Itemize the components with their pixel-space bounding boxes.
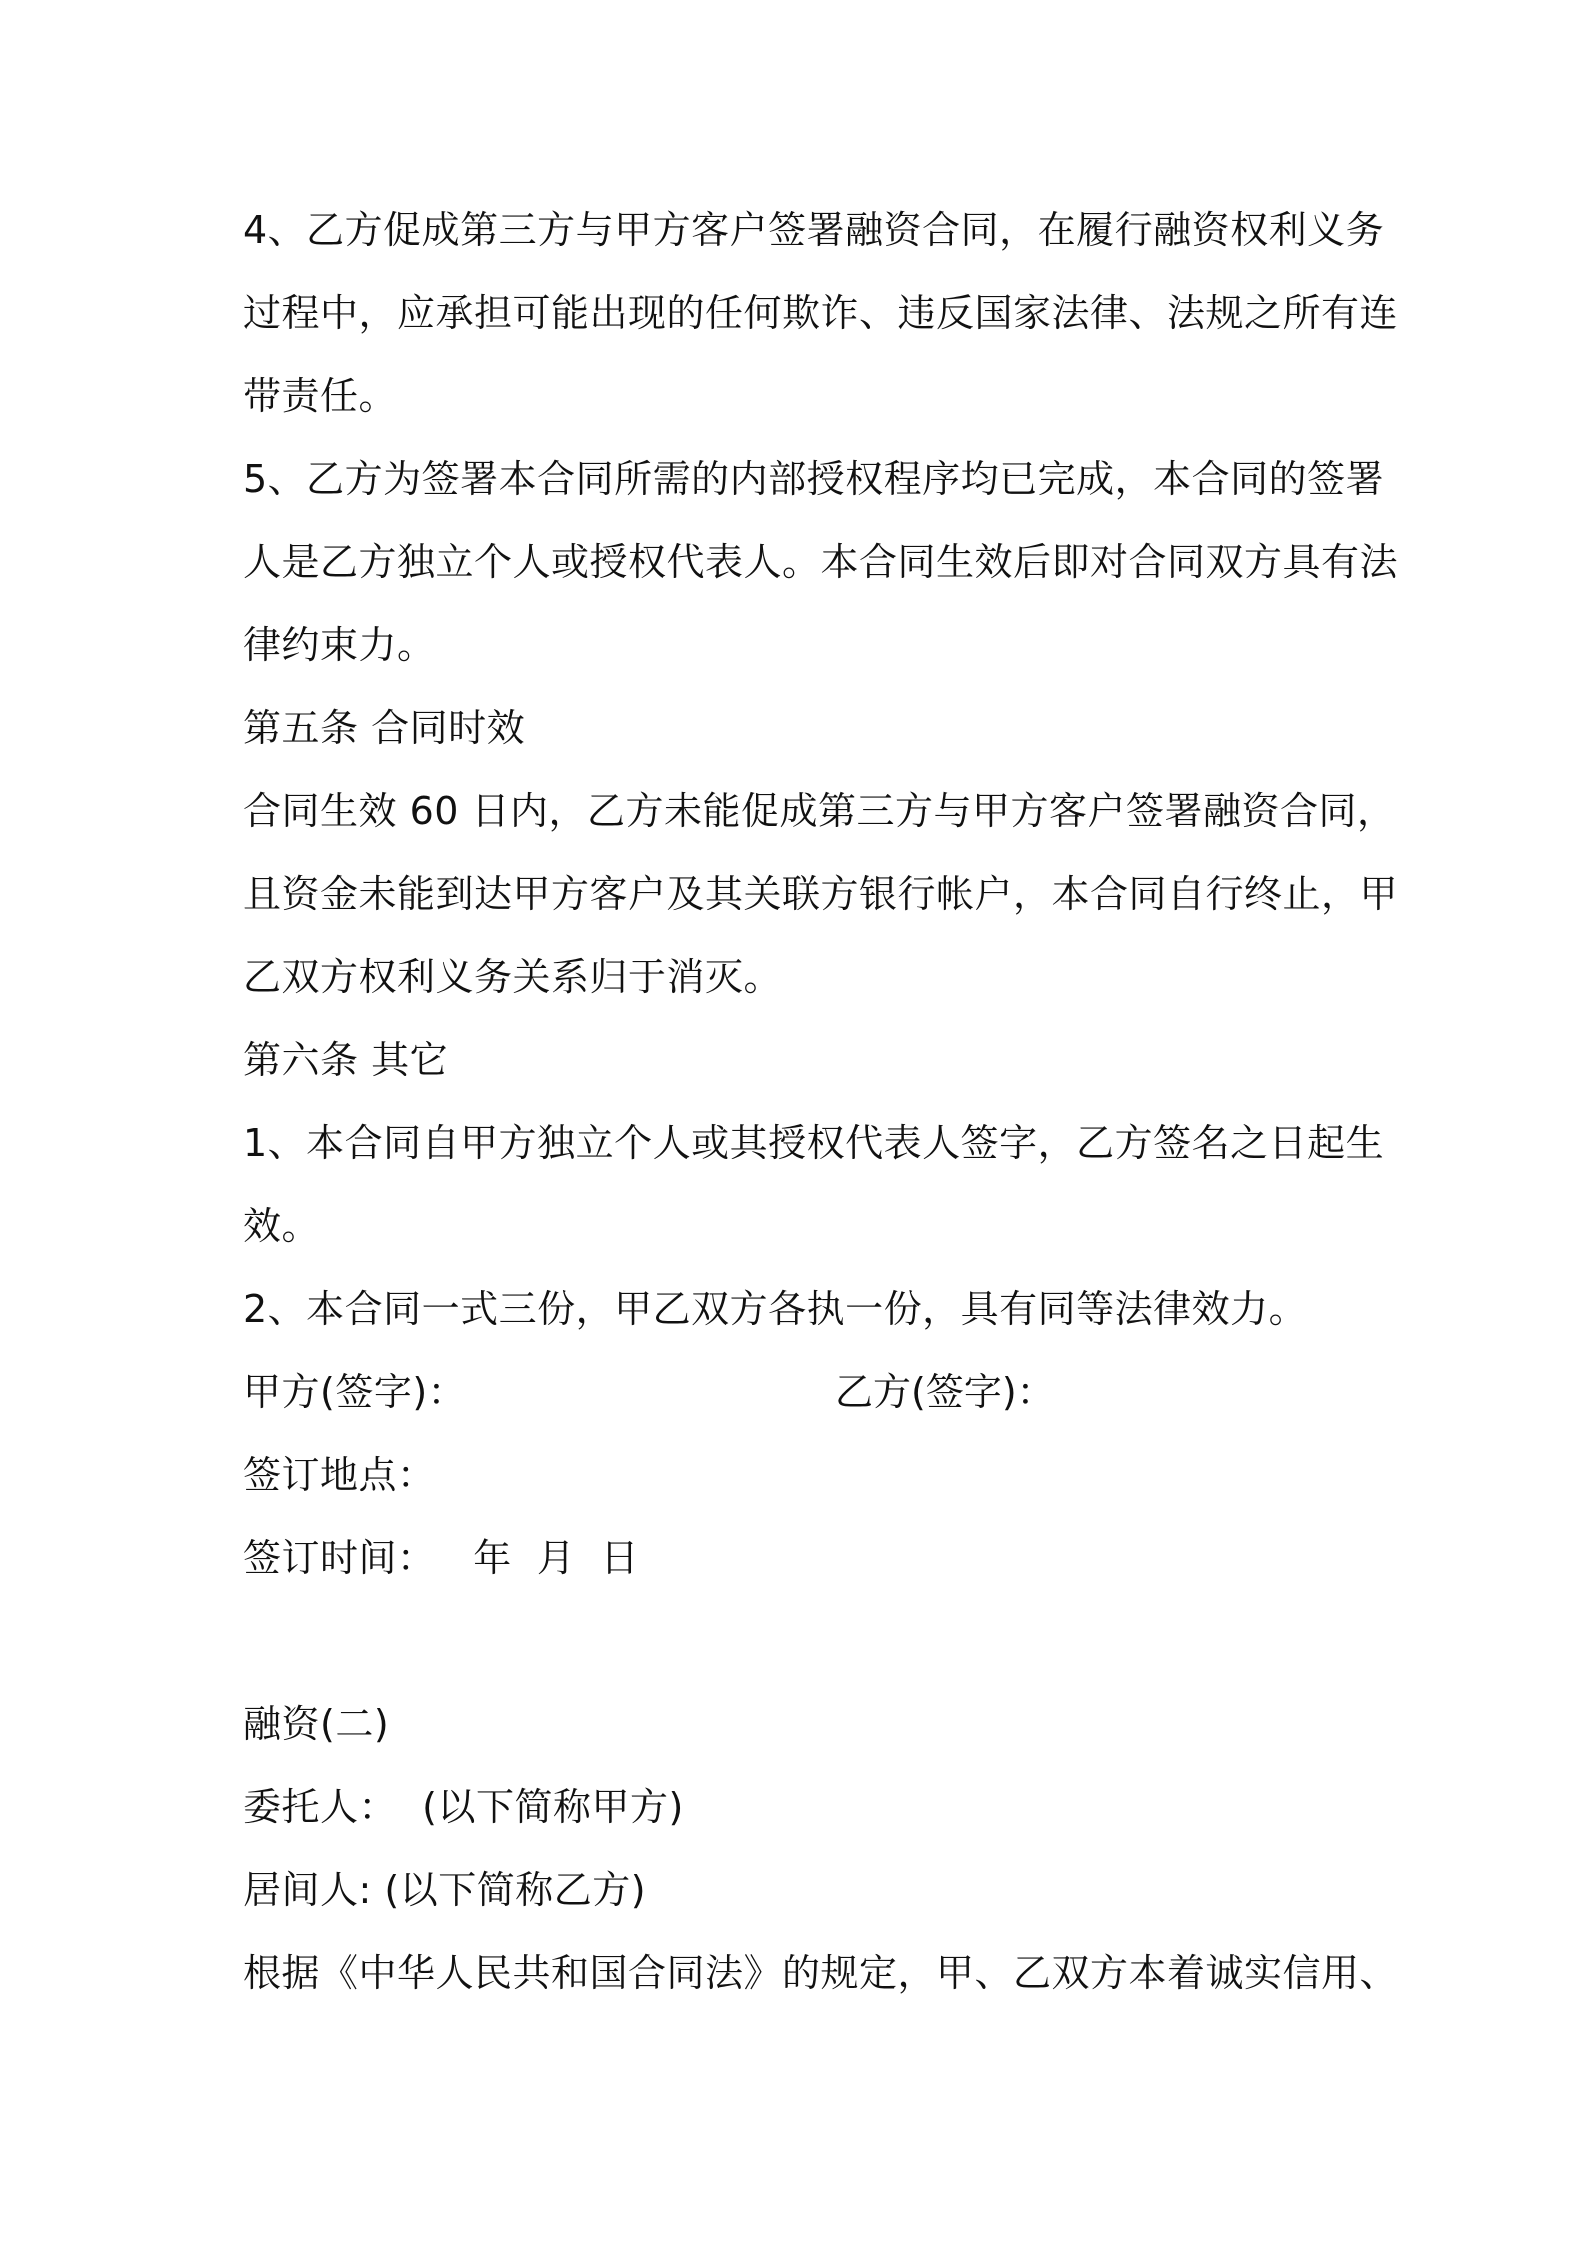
party-a-signature: 甲方(签字)：	[243, 1370, 467, 1414]
article-6-item-1-line-2: 效。	[243, 1204, 321, 1248]
section-2-title: 融资(二)	[243, 1702, 390, 1746]
clause-5-line-3: 律约束力。	[243, 623, 436, 667]
clause-5-line-2: 人是乙方独立个人或授权代表人。本合同生效后即对合同双方具有法	[243, 540, 1399, 584]
client-line: 委托人： (以下简称甲方)	[243, 1785, 684, 1829]
article-5-line-2: 且资金未能到达甲方客户及其关联方银行帐户，本合同自行终止，甲	[243, 872, 1399, 916]
party-b-signature: 乙方(签字)：	[835, 1370, 1055, 1414]
article-6-item-1-line-1: 1、本合同自甲方独立个人或其授权代表人签字，乙方签名之日起生	[243, 1121, 1385, 1165]
intro-line: 根据《中华人民共和国合同法》的规定，甲、乙双方本着诚实信用、	[243, 1951, 1399, 1995]
signing-place: 签订地点：	[243, 1453, 436, 1497]
article-5-line-3: 乙双方权利义务关系归于消灭。	[243, 955, 783, 999]
clause-4-line-2: 过程中，应承担可能出现的任何欺诈、违反国家法律、法规之所有连	[243, 291, 1399, 335]
intermediary-line: 居间人: (以下简称乙方)	[243, 1868, 647, 1912]
signing-time: 签订时间： 年 月 日	[243, 1536, 640, 1580]
article-6-heading: 第六条 其它	[243, 1038, 449, 1082]
clause-4-line-3: 带责任。	[243, 374, 398, 418]
clause-4-line-1: 4、乙方促成第三方与甲方客户签署融资合同，在履行融资权利义务	[243, 208, 1385, 252]
article-6-item-2: 2、本合同一式三份，甲乙双方各执一份，具有同等法律效力。	[243, 1287, 1308, 1331]
article-5-line-1: 合同生效 60 日内，乙方未能促成第三方与甲方客户签署融资合同，	[243, 789, 1396, 833]
article-5-heading: 第五条 合同时效	[243, 706, 526, 750]
clause-5-line-1: 5、乙方为签署本合同所需的内部授权程序均已完成，本合同的签署	[243, 457, 1385, 501]
